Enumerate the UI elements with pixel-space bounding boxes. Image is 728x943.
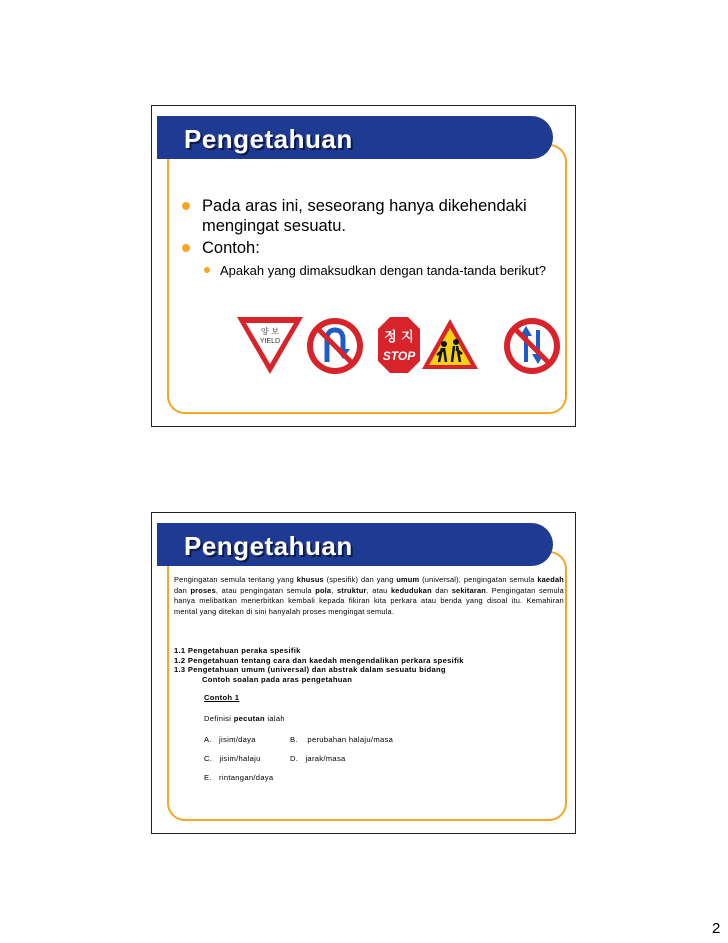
bullet-dot-icon xyxy=(182,244,190,252)
paragraph-text: , xyxy=(331,585,337,595)
option-text: rintangan/daya xyxy=(219,773,274,782)
option-label: D. xyxy=(290,754,299,763)
paragraph-text: . Pengingatan semula hanya melibatkan menerbitkan kembali kepada fikiran kita perkara atau benda yang disoal itu. Kemahiran mental yang ditekan di sini hanyalah proses mengingat semula. xyxy=(174,585,564,616)
question-text: Definisi xyxy=(204,714,234,723)
keyword: umum xyxy=(396,575,420,584)
keyword: pola xyxy=(315,585,332,595)
knowledge-list xyxy=(174,646,564,684)
option-row xyxy=(204,754,261,763)
definition-paragraph xyxy=(174,575,564,617)
paragraph-text: (universal), pengingatan semula xyxy=(419,575,538,584)
keyword: kaedah xyxy=(537,575,564,584)
keyword: struktur xyxy=(337,585,367,595)
sub-bullet-item xyxy=(180,262,550,279)
option-row xyxy=(290,735,393,744)
list-item: 1.2 Pengetahuan tentang cara dan kaedah mengendalikan perkara spesifik xyxy=(174,655,464,665)
bullet-item xyxy=(180,238,550,258)
option-row xyxy=(290,754,346,763)
option-label: E. xyxy=(204,773,212,782)
slide-title: Pengetahuan xyxy=(184,124,353,154)
bullet-text: Contoh: xyxy=(202,239,260,257)
keyword: sekitaran xyxy=(451,585,486,595)
stop-sign-icon xyxy=(378,317,420,373)
paragraph-text: dan xyxy=(174,585,191,595)
stop-korean-text: 정 지 xyxy=(384,330,414,345)
bullet-item xyxy=(180,196,550,236)
question-keyword: pecutan xyxy=(233,714,265,723)
option-label: C. xyxy=(204,754,213,763)
bullet-dot-icon xyxy=(204,267,210,273)
paragraph-text: Pengingatan semula tentang yang xyxy=(174,575,297,584)
option-row xyxy=(204,735,256,744)
example-question xyxy=(204,714,285,723)
yield-english-text: YIELD xyxy=(259,338,281,345)
no-u-turn-sign-icon xyxy=(307,318,363,374)
option-label: B. xyxy=(290,735,298,744)
option-text: perubahan halaju/masa xyxy=(307,735,394,744)
keyword: khusus xyxy=(296,575,324,584)
sub-bullet-text: Apakah yang dimaksudkan dengan tanda-tanda berikut? xyxy=(220,263,546,278)
bullet-text: Pada aras ini, seseorang hanya dikehendaki mengingat sesuatu. xyxy=(202,197,527,235)
option-label: A. xyxy=(204,735,212,744)
two-way-traffic-sign-icon xyxy=(502,314,562,376)
example-heading: Contoh 1 xyxy=(204,693,240,702)
keyword: kedudukan xyxy=(390,585,432,595)
list-item: 1.1 Pengetahuan peraka spesifik xyxy=(174,646,301,655)
option-row xyxy=(204,773,273,782)
children-crossing-sign-icon xyxy=(422,319,478,369)
bullet-list xyxy=(180,196,550,279)
slide-1 xyxy=(151,105,576,427)
slide-title: Pengetahuan xyxy=(184,531,353,561)
paragraph-text: , atau pengingatan semula xyxy=(215,585,316,595)
option-text: jisim/daya xyxy=(219,735,256,744)
option-text: jarak/masa xyxy=(305,754,346,763)
yield-korean-text: 양 보 xyxy=(261,327,279,336)
question-text: ialah xyxy=(264,714,285,723)
keyword: proses xyxy=(190,585,216,595)
option-text: jisim/halaju xyxy=(219,754,261,763)
list-item: 1.3 Pengetahuan umum (universal) dan abstrak dalam sesuatu bidang xyxy=(174,665,446,674)
paragraph-text: dan xyxy=(431,585,452,595)
page-number: 2 xyxy=(712,920,721,937)
slide-2 xyxy=(151,512,576,834)
traffic-signs xyxy=(232,314,492,376)
list-sub-heading: Contoh soalan pada aras pengetahuan xyxy=(202,674,353,684)
paragraph-text: (spesifik) dan yang xyxy=(323,575,397,584)
stop-english-text: STOP xyxy=(382,349,416,363)
bullet-dot-icon xyxy=(182,202,190,210)
yield-sign-icon xyxy=(237,317,303,374)
paragraph-text: , atau xyxy=(366,585,391,595)
